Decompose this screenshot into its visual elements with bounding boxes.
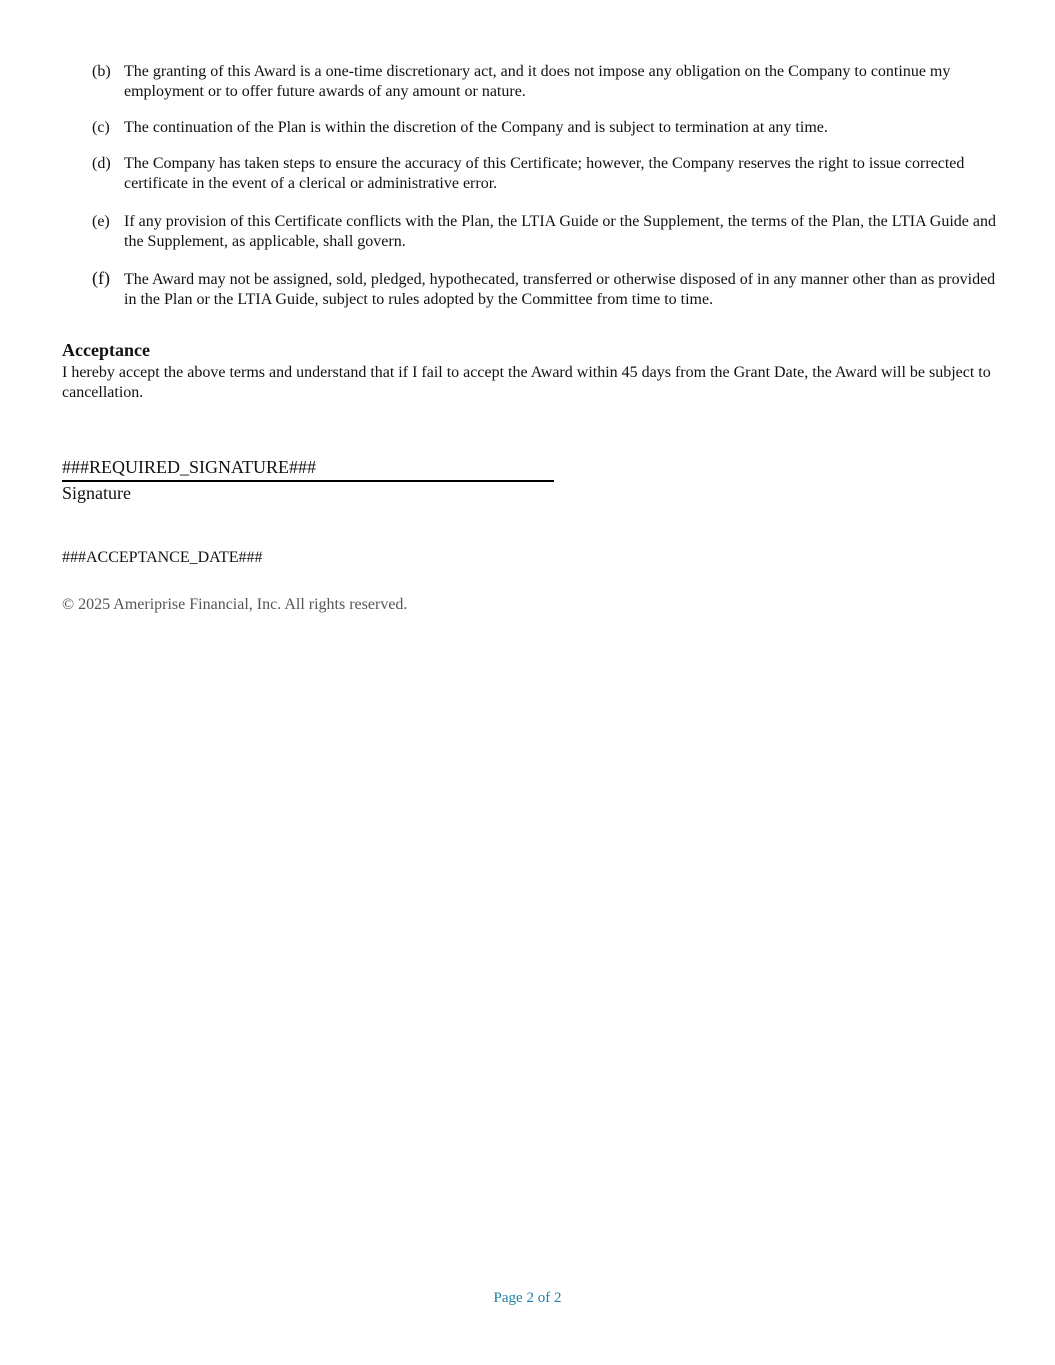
terms-list xyxy=(92,62,997,310)
term-item-b xyxy=(92,62,997,102)
term-item-d xyxy=(92,154,997,194)
term-marker: (c) xyxy=(92,119,110,136)
term-marker: (d) xyxy=(92,155,111,172)
term-text: The Company has taken steps to ensure the accuracy of this Certificate; however, the Company reserves the right to issue corrected certificate in the event of a clerical or administrative error. xyxy=(124,155,965,192)
term-text: The Award may not be assigned, sold, pledged, hypothecated, transferred or otherwise disposed of in any manner other than as provided in the Plan or the LTIA Guide, subject to rules adopted by the Committee from time to time. xyxy=(124,271,996,308)
acceptance-date-field[interactable]: ###ACCEPTANCE_DATE### xyxy=(62,549,263,566)
acceptance-section xyxy=(62,339,1002,403)
signature-field[interactable]: ###REQUIRED_SIGNATURE### xyxy=(62,457,316,477)
term-item-c xyxy=(92,118,997,138)
term-marker: (b) xyxy=(92,63,111,80)
term-marker: (e) xyxy=(92,213,110,230)
term-item-e xyxy=(92,212,997,252)
signature-block xyxy=(62,456,554,504)
term-text: If any provision of this Certificate conflicts with the Plan, the LTIA Guide or the Supplement, the terms of the Plan, the LTIA Guide and the Supplement, as applicable, shall govern. xyxy=(124,213,996,250)
acceptance-text: I hereby accept the above terms and understand that if I fail to accept the Award within 45 days from the Grant Date, the Award will be subject to cancellation. xyxy=(62,364,991,401)
acceptance-heading: Acceptance xyxy=(62,340,150,360)
term-text: The continuation of the Plan is within the discretion of the Company and is subject to termination at any time. xyxy=(124,119,828,136)
term-item-f xyxy=(92,270,997,310)
term-marker: (f) xyxy=(92,268,110,288)
copyright-notice: © 2025 Ameriprise Financial, Inc. All rights reserved. xyxy=(62,596,408,613)
signature-caption: Signature xyxy=(62,483,131,503)
page-number: Page 2 of 2 xyxy=(493,1290,562,1306)
term-text: The granting of this Award is a one-time discretionary act, and it does not impose any obligation on the Company to continue my employment or to offer future awards of any amount or nature. xyxy=(124,63,951,100)
